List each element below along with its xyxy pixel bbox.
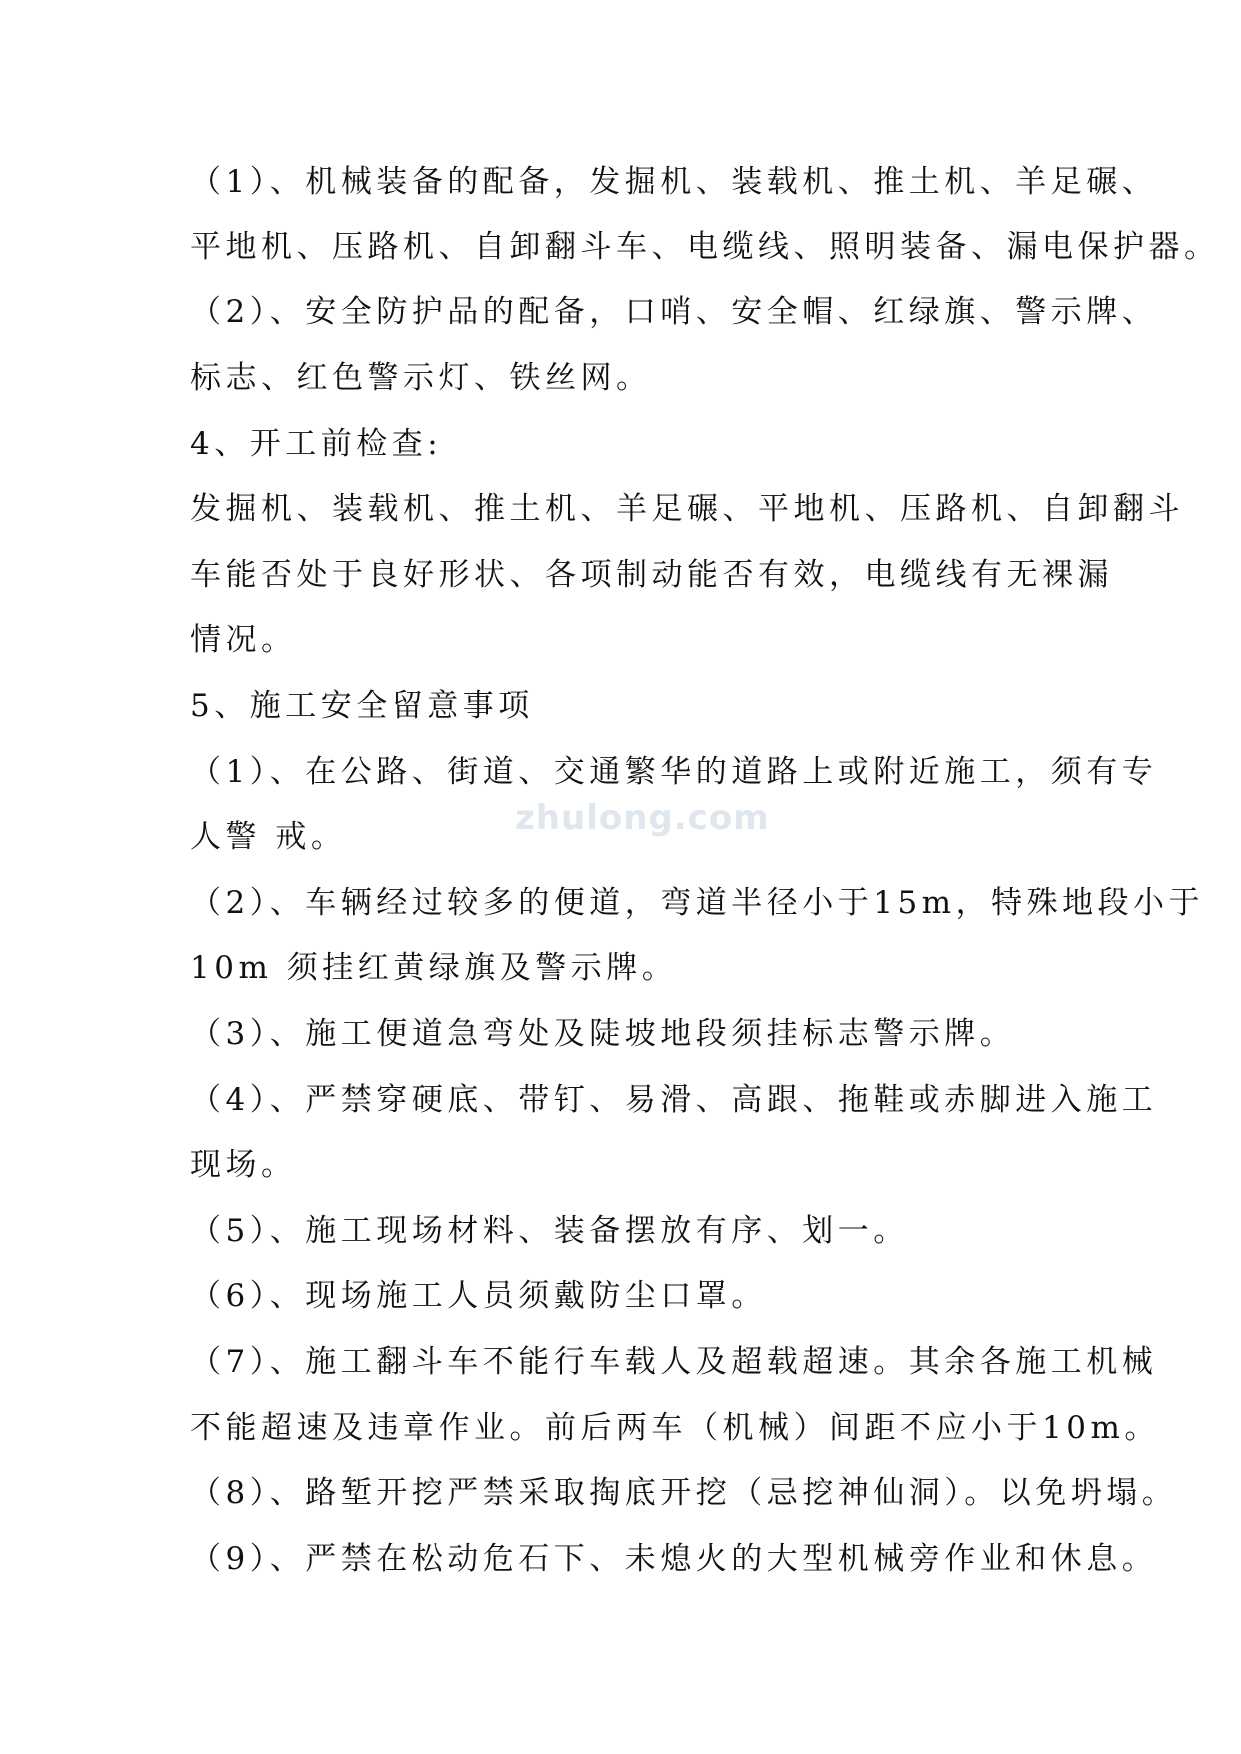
text-line: （3）、施工便道急弯处及陡坡地段须挂标志警示牌。 — [190, 1016, 1016, 1052]
watermark: zhulong.com — [515, 798, 770, 838]
text-line: （9）、严禁在松动危石下、未熄火的大型机械旁作业和休息。 — [190, 1541, 1158, 1577]
text-line: （8）、路堑开挖严禁采取掏底开挖（忌挖神仙洞）。以免坍塌。 — [190, 1475, 1178, 1511]
text-line: （1）、在公路、街道、交通繁华的道路上或附近施工，须有专 — [190, 754, 1158, 790]
text-line: （2）、车辆经过较多的便道，弯道半径小于15m，特殊地段小于 — [190, 885, 1205, 921]
text-line: （1）、机械装备的配备，发掘机、装载机、推土机、羊足碾、 — [190, 164, 1158, 200]
text-line: 平地机、压路机、自卸翻斗车、电缆线、照明装备、漏电保护器。 — [190, 229, 1220, 265]
text-line: （4）、严禁穿硬底、带钉、易滑、高跟、拖鞋或赤脚进入施工 — [190, 1082, 1158, 1118]
text-line: （6）、现场施工人员须戴防尘口罩。 — [190, 1278, 767, 1314]
text-line: 车能否处于良好形状、各项制动能否有效，电缆线有无裸漏 — [190, 557, 1113, 593]
text-line: （2）、安全防护品的配备，口哨、安全帽、红绿旗、警示牌、 — [190, 294, 1158, 330]
text-line: 10m 须挂红黄绿旗及警示牌。 — [190, 950, 678, 986]
section-heading: 4、开工前检查: — [190, 426, 443, 462]
text-line: 不能超速及违章作业。前后两车（机械）间距不应小于10m。 — [190, 1410, 1160, 1446]
text-line: 人警 戒。 — [190, 819, 347, 855]
text-line: 发掘机、装载机、推土机、羊足碾、平地机、压路机、自卸翻斗 — [190, 491, 1184, 527]
text-line: 情况。 — [190, 622, 297, 658]
text-line: （7）、施工翻斗车不能行车载人及超载超速。其余各施工机械 — [190, 1344, 1158, 1380]
section-heading: 5、施工安全留意事项 — [190, 688, 534, 724]
text-line: （5）、施工现场材料、装备摆放有序、划一。 — [190, 1213, 909, 1249]
text-line: 现场。 — [190, 1147, 297, 1183]
text-line: 标志、红色警示灯、铁丝网。 — [190, 360, 652, 396]
